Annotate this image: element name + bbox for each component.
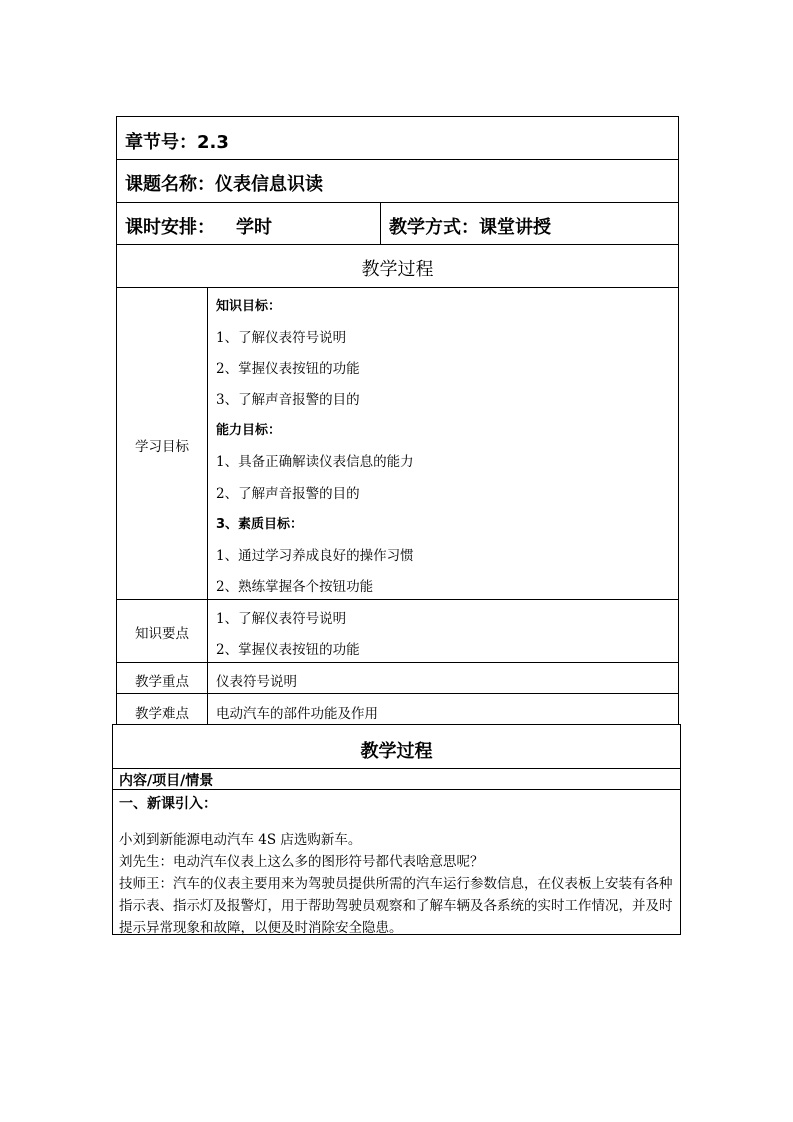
difficulty-value: 电动汽车的部件功能及作用 — [216, 706, 378, 722]
column-header: 内容/项目/情景 — [119, 773, 214, 789]
knowledge-item: 2、掌握仪表按钮的功能 — [216, 361, 360, 377]
knowledge-goal-title: 知识目标： — [216, 299, 282, 314]
quality-item: 2、熟练掌握各个按钮功能 — [216, 579, 374, 595]
knowledge-item: 3、了解声音报警的目的 — [216, 392, 360, 408]
knowledge-item: 1、了解仪表符号说明 — [216, 330, 347, 346]
dialogue-line: 刘先生：电动汽车仪表上这么多的图形符号都代表啥意思呢？ — [119, 854, 484, 870]
lesson-topic: 课题名称：仪表信息识读 — [125, 174, 323, 195]
class-hours-label: 课时安排： — [125, 217, 215, 238]
focus-value: 仪表符号说明 — [216, 674, 297, 690]
chapter-number: 章节号：2.3 — [125, 132, 229, 153]
intro-line: 小刘到新能源电动汽车 4S 店选购新车。 — [119, 832, 362, 848]
ability-item: 2、了解声音报警的目的 — [216, 486, 360, 502]
section-title: 教学过程 — [361, 259, 434, 280]
technician-explanation: 技师王：汽车的仪表主要用来为驾驶员提供所需的汽车运行参数信息，在仪表板上安装有各种指示表、指示灯及报警灯，用于帮助驾驶员观察和了解车辆及各系统的实时工作情况，并及时提示异常现象和故障，以便及时消除安全隐患。 — [119, 876, 673, 936]
ability-item: 1、具备正确解读仪表信息的能力 — [216, 454, 414, 470]
class-hours-unit: 学时 — [236, 217, 272, 238]
quality-goal-title: 3、素质目标： — [216, 517, 304, 532]
key-point-item: 2、掌握仪表按钮的功能 — [216, 642, 360, 658]
process-title: 教学过程 — [360, 741, 433, 762]
ability-goal-title: 能力目标： — [216, 423, 282, 438]
quality-item: 1、通过学习养成良好的操作习惯 — [216, 548, 414, 564]
difficulty-label: 教学难点 — [135, 706, 189, 722]
teaching-process-table — [112, 724, 681, 935]
objectives-label: 学习目标 — [135, 439, 189, 455]
teaching-method: 教学方式：课堂讲授 — [389, 217, 551, 238]
key-point-item: 1、了解仪表符号说明 — [216, 611, 347, 627]
key-points-label: 知识要点 — [135, 626, 189, 642]
focus-label: 教学重点 — [135, 674, 189, 690]
section-heading: 一、新课引入： — [119, 796, 217, 812]
lesson-info-table — [116, 116, 679, 724]
